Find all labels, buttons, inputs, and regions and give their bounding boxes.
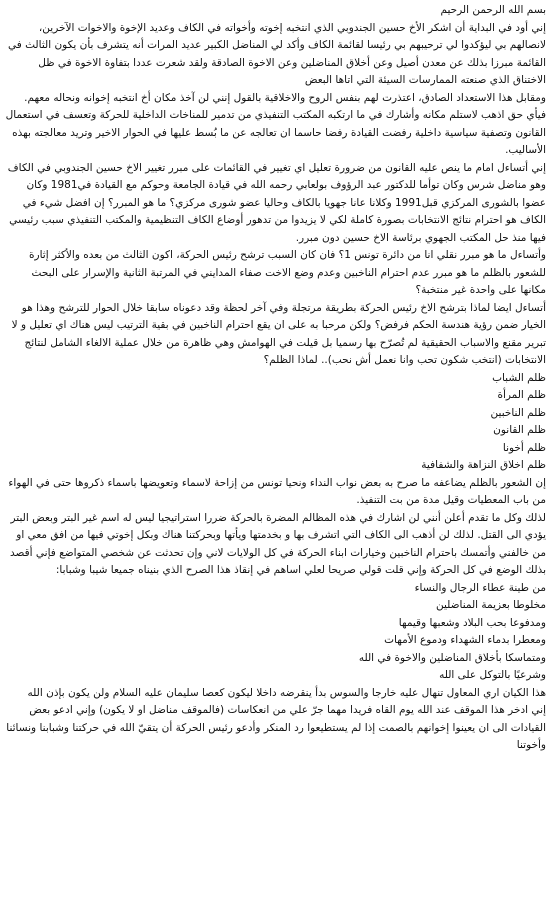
edifice-line-cohesive: ومتماسكا بأخلاق المناضلين والاخوة في الله	[358, 651, 546, 664]
edifice-line-mixed: مخلوطا بعزيمة المناضلين	[435, 599, 546, 611]
injustice-item-brothers: ظلم أخونا	[502, 441, 546, 454]
paragraph-feeling: إن الشعور بالظلم يضاعفه ما صرح به بعض نواب النداء ونحيا تونس من إزاحة لاسماء وتعويضها باسماء ذكروها حتى في الهواء من باب المعطيات وقيل مدة من بت التنفيذ.	[8, 476, 546, 506]
edifice-line-clay: من طينة عطاء الرجال والنساء	[414, 581, 546, 594]
paragraph-kef-list: إني أتساءل امام ما ينص عليه القانون من ضرورة تعليل اي تغيير في القائمات على مبرر تغيير الاخ حسين الجندوبي في الكاف وهو مناضل شرس وكان توأما للدكتور عبد الرؤوف بولعابي رحمه الله في قيادة الجامعة وحوكم مع القيادة في1981 وكان عضوا بالشورى المركزي قبل1991 وكلانا عانا جهويا بالكاف وحاليا عضو شورى مركزي؟ ما هو المبرر؟ إن افضل شيء في الكاف هو احترام نتائج الانتخابات بصورة كاملة لكي لا يزيدوا من تدهور أوضاع الكاف التنظيمية والمكتب التنفيذي سبب رئيسي فيها منذ حل المكتب الجهوي برئاسة الاخ حسين دون مبرر.	[7, 161, 546, 244]
paragraph-entity: هذا الكيان اري المعاول تنهال عليه خارجا والسوس بدأ ينقرضه داخلا ليكون كعصا سليمان عليه السلام ولن يكون بإذن الله	[27, 686, 546, 699]
paragraph-closing: إني ادخر هذا الموقف عند الله يوم القاه فريدا مهما جرّ علي من انعكاسات (فالموقف مناضل او لا يكون) وإني ادعو بعض القيادات الى ان يعينوا إخوانهم بالصمت إذا لم يستطيعوا رد المنكر وأدعو رئيس الحركة أن يتقيّ الله في حركتنا وشبابنا ونسائنا وأخوتنا	[6, 704, 546, 751]
edifice-line-perfumed: ومعطرا بدماء الشهداء ودموع الأمهات	[384, 634, 546, 646]
injustice-item-integrity: ظلم اخلاق النزاهة والشفافية	[421, 459, 546, 471]
edifice-line-legitimate: وشرعيًا بالتوكل على الله	[439, 669, 546, 681]
paragraph-tunis1: وأتساءل ما هو مبرر نقلي انا من دائرة تونس 1؟ فان كان السبب ترشح رئيس الحركة، اكون الثالث من بعده والأكثر إثارة للشعور بالظلم ما هو مبرر عدم احترام الناخبين وعدم وضع الاخت صفاء المدايني في المرتبة الثانية والإسرار على البحث مكانها على واحدة غير منتخبة؟	[29, 249, 546, 296]
paragraph-apology: ومقابل هذا الاستعداد الصادق، اعتذرت لهم بنفس الروح والاخلاقية بالقول إنني لن آخذ مكان أخ انتخبه إخوانه ونحاله معهم.	[24, 91, 546, 104]
injustice-item-women: ظلم المرأة	[497, 389, 546, 401]
paragraph-thanks: إني أود في البداية أن اشكر الأخ حسين الجندوبي الذي انتخبه إخوته وأخواته في الكاف وعديد الإخوة والاخوات الآخرين، لانصالهم بي ليؤكدوا لي ترحيبهم بي رئيسا لقائمة الكاف وأكد لي المناضل الكبير عديد المرات أنه يتشرف بأن يكون الثالث في القائمة مبرزا بذلك عن معدن أصيل وعن أخلاق المناضلين وعن الاخوة الصادقة ولقد شعرت عددا بتفاوة الاخوة في ظل الاختناق الذي صنعته الممارسات السيئة التي اتاها البعض	[8, 21, 546, 86]
basmala-line: بسم الله الرحمن الرحيم	[440, 4, 546, 16]
paragraph-president-candidacy: أتساءل ايضا لماذا بترشح الاخ رئيس الحركة بطريقة مرتجلة وفي آخر لحظة وقد دعوناه سابقا خلال الحوار للترشح وهذا هو الخيار ضمن رؤية هندسة الحكم فرفض؟ ولكن مرحبا به على ان يقع احترام الناخبين في بقية الترتيب ليس هناك اي تعليل و لا تبرير مقنع والاسباب الحقيقية لم تُصرّح بها رسميا بل قيلت في الهوامش وهي ظاهرة من خلال عملية الالغاء الشامل لنتائج الانتخابات (انتخب شكون تحب وانا نعمل أش نحب).. لماذا الظلم؟	[11, 301, 546, 366]
injustice-item-youth: ظلم الشباب	[492, 371, 546, 384]
paragraph-question-right: فيأي حق اذهب لاستلم مكانه وأشارك في ما ارتكبه المكتب التنفيذي من تدمير للمناخات الداخلية للحركة وتعسف في استعمال القانون وتصفية سياسية داخلية رفضت القيادة رفضا حاسما ان تعالجه عن ما بُسط عليها في الحوار الاخير وتريد معالجته بهذه الأساليب.	[5, 109, 546, 156]
injustice-item-law: ظلم القانون	[493, 424, 546, 436]
edifice-line-driven: ومدفوعا بحب البلاد وشعبها وقيمها	[398, 616, 546, 629]
injustice-item-voters: ظلم الناخبين	[490, 406, 546, 419]
paragraph-declaration: لذلك وكل ما تقدم أعلن أنني لن اشارك في هذه المظالم المضرة بالحركة ضررا استراتيجيا ليس له اسم غير البتر وبعض البتر يؤدي الى القتل. لذلك لن أذهب الى الكاف التي اتشرف بها و بخدمتها ويأتها وبحركتنا هناك وبكل إخوتي فيها من افق معي او من خالفني وأتمسك باحترام الناخبين وخيارات ابناء الحركة في كل الولايات لاني وإن تحدثت عن شخصي المتواضع فإني أقصد بذلك الوضع في كل الحركة وإني قلت قولي صريحا لعلي اساهم في إنقاذ هذا الصرح الذي بنيناه جميعا شيبا وشبابا:	[10, 511, 546, 576]
